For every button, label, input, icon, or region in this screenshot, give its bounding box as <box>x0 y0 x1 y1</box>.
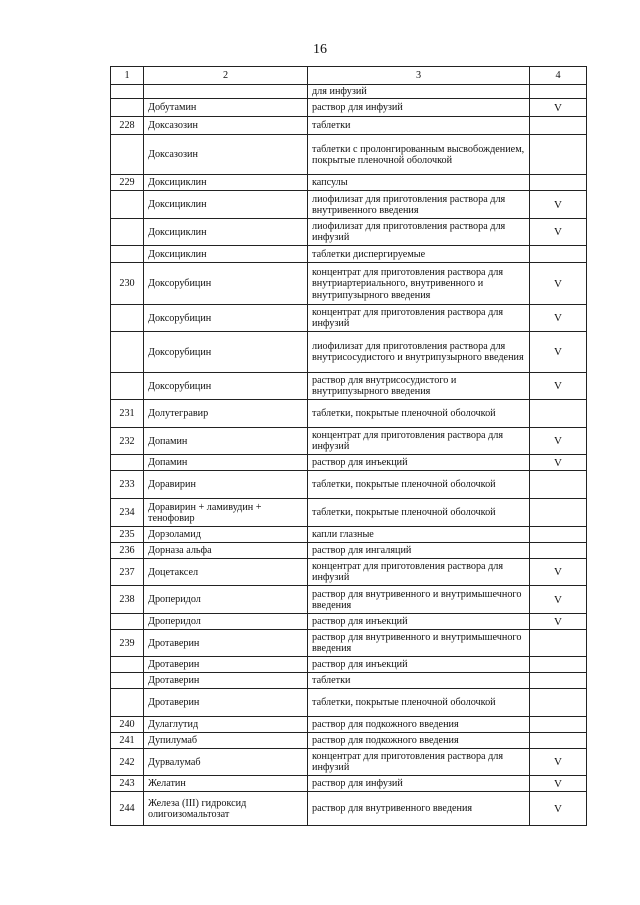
dosage-form-cell: раствор для инъекций <box>308 657 530 673</box>
column-header: 2 <box>144 67 308 85</box>
row-number-cell <box>111 135 144 175</box>
mark-cell <box>530 717 587 733</box>
table-row <box>111 749 587 776</box>
dosage-form-cell: раствор для ингаляций <box>308 543 530 559</box>
dosage-form-cell: таблетки <box>308 117 530 135</box>
row-number-cell <box>111 305 144 332</box>
table-row <box>111 657 587 673</box>
mark-cell: V <box>530 99 587 117</box>
table-row <box>111 559 587 586</box>
row-number-cell <box>111 99 144 117</box>
row-number-cell: 229 <box>111 175 144 191</box>
table-row <box>111 332 587 373</box>
drug-name-cell: Добутамин <box>144 99 308 117</box>
row-number-cell <box>111 373 144 400</box>
drug-name-cell: Железа (III) гидроксид олигоизомальтозат <box>144 792 308 826</box>
row-number-cell: 233 <box>111 471 144 499</box>
dosage-form-cell: раствор для внутривенного введения <box>308 792 530 826</box>
drug-name-cell: Доцетаксел <box>144 559 308 586</box>
mark-cell: V <box>530 455 587 471</box>
drug-name-cell: Доксорубицин <box>144 332 308 373</box>
page-number: 16 <box>313 42 327 57</box>
mark-cell: V <box>530 219 587 246</box>
column-header: 4 <box>530 67 587 85</box>
row-number-cell: 241 <box>111 733 144 749</box>
drug-name-cell: Дорзоламид <box>144 527 308 543</box>
table-row <box>111 792 587 826</box>
row-number-cell: 243 <box>111 776 144 792</box>
drug-name-cell: Дурвалумаб <box>144 749 308 776</box>
dosage-form-cell: раствор для внутривенного и внутримышечного введения <box>308 586 530 614</box>
table-row <box>111 527 587 543</box>
dosage-form-cell: лиофилизат для приготовления раствора для внутривенного введения <box>308 191 530 219</box>
row-number-cell <box>111 614 144 630</box>
drug-table <box>110 66 587 826</box>
row-number-cell: 230 <box>111 263 144 305</box>
mark-cell: V <box>530 191 587 219</box>
dosage-form-cell: таблетки, покрытые пленочной оболочкой <box>308 689 530 717</box>
table-header-row <box>111 67 587 85</box>
row-number-cell <box>111 673 144 689</box>
drug-name-cell: Доравирин + ламивудин + тенофовир <box>144 499 308 527</box>
drug-name-cell: Доравирин <box>144 471 308 499</box>
mark-cell <box>530 543 587 559</box>
table-row <box>111 305 587 332</box>
table-row <box>111 776 587 792</box>
dosage-form-cell: раствор для внутривенного и внутримышечного введения <box>308 630 530 657</box>
table-row <box>111 614 587 630</box>
drug-name-cell: Доксорубицин <box>144 263 308 305</box>
drug-name-cell: Доксициклин <box>144 191 308 219</box>
row-number-cell: 234 <box>111 499 144 527</box>
row-number-cell <box>111 657 144 673</box>
dosage-form-cell: таблетки, покрытые пленочной оболочкой <box>308 499 530 527</box>
table-row <box>111 733 587 749</box>
dosage-form-cell: раствор для инфузий <box>308 99 530 117</box>
table-row <box>111 117 587 135</box>
table-row <box>111 400 587 428</box>
row-number-cell <box>111 689 144 717</box>
row-number-cell: 228 <box>111 117 144 135</box>
drug-name-cell: Долутегравир <box>144 400 308 428</box>
drug-name-cell: Доксициклин <box>144 246 308 263</box>
row-number-cell <box>111 85 144 99</box>
table-row <box>111 689 587 717</box>
mark-cell <box>530 85 587 99</box>
row-number-cell <box>111 455 144 471</box>
row-number-cell: 238 <box>111 586 144 614</box>
table-row <box>111 717 587 733</box>
row-number-cell: 240 <box>111 717 144 733</box>
mark-cell: V <box>530 586 587 614</box>
mark-cell <box>530 246 587 263</box>
table-row <box>111 99 587 117</box>
drug-name-cell: Доксорубицин <box>144 373 308 400</box>
table-row <box>111 246 587 263</box>
mark-cell <box>530 471 587 499</box>
mark-cell <box>530 117 587 135</box>
mark-cell <box>530 657 587 673</box>
row-number-cell: 244 <box>111 792 144 826</box>
mark-cell: V <box>530 792 587 826</box>
mark-cell: V <box>530 614 587 630</box>
drug-name-cell: Доксициклин <box>144 175 308 191</box>
mark-cell: V <box>530 428 587 455</box>
drug-name-cell: Доксазозин <box>144 135 308 175</box>
mark-cell <box>530 135 587 175</box>
dosage-form-cell: капли глазные <box>308 527 530 543</box>
drug-name-cell: Доксициклин <box>144 219 308 246</box>
dosage-form-cell: раствор для инъекций <box>308 614 530 630</box>
dosage-form-cell: концентрат для приготовления раствора для инфузий <box>308 749 530 776</box>
dosage-form-cell: концентрат для приготовления раствора для инфузий <box>308 428 530 455</box>
mark-cell <box>530 499 587 527</box>
row-number-cell <box>111 332 144 373</box>
dosage-form-cell: лиофилизат для приготовления раствора для внутрисосудистого и внутрипузырного введения <box>308 332 530 373</box>
table-row <box>111 630 587 657</box>
drug-name-cell: Дротаверин <box>144 673 308 689</box>
mark-cell: V <box>530 373 587 400</box>
mark-cell <box>530 400 587 428</box>
table-row <box>111 428 587 455</box>
dosage-form-cell: раствор для подкожного введения <box>308 733 530 749</box>
drug-name-cell: Дупилумаб <box>144 733 308 749</box>
dosage-form-cell: концентрат для приготовления раствора для инфузий <box>308 305 530 332</box>
drug-name-cell: Допамин <box>144 428 308 455</box>
table-row <box>111 586 587 614</box>
dosage-form-cell: таблетки диспергируемые <box>308 246 530 263</box>
row-number-cell: 235 <box>111 527 144 543</box>
drug-table-body <box>111 67 587 826</box>
dosage-form-cell: таблетки с пролонгированным высвобождением, покрытые пленочной оболочкой <box>308 135 530 175</box>
row-number-cell: 242 <box>111 749 144 776</box>
row-number-cell: 239 <box>111 630 144 657</box>
mark-cell <box>530 175 587 191</box>
mark-cell <box>530 689 587 717</box>
mark-cell: V <box>530 332 587 373</box>
drug-name-cell: Дротаверин <box>144 657 308 673</box>
dosage-form-cell: таблетки, покрытые пленочной оболочкой <box>308 400 530 428</box>
table-row <box>111 373 587 400</box>
row-number-cell: 236 <box>111 543 144 559</box>
mark-cell <box>530 630 587 657</box>
dosage-form-cell: раствор для инъекций <box>308 455 530 471</box>
table-row <box>111 135 587 175</box>
row-number-cell <box>111 246 144 263</box>
drug-name-cell: Желатин <box>144 776 308 792</box>
drug-name-cell: Допамин <box>144 455 308 471</box>
row-number-cell: 237 <box>111 559 144 586</box>
dosage-form-cell: раствор для подкожного введения <box>308 717 530 733</box>
column-header: 3 <box>308 67 530 85</box>
table-row <box>111 471 587 499</box>
column-header: 1 <box>111 67 144 85</box>
mark-cell: V <box>530 559 587 586</box>
dosage-form-cell: капсулы <box>308 175 530 191</box>
drug-name-cell: Дроперидол <box>144 614 308 630</box>
dosage-form-cell: раствор для инфузий <box>308 776 530 792</box>
row-number-cell: 232 <box>111 428 144 455</box>
drug-name-cell: Доксорубицин <box>144 305 308 332</box>
dosage-form-cell: для инфузий <box>308 85 530 99</box>
table-row <box>111 263 587 305</box>
row-number-cell <box>111 219 144 246</box>
row-number-cell <box>111 191 144 219</box>
mark-cell: V <box>530 776 587 792</box>
mark-cell <box>530 733 587 749</box>
drug-name-cell: Дротаверин <box>144 630 308 657</box>
drug-name-cell: Дулаглутид <box>144 717 308 733</box>
table-row <box>111 499 587 527</box>
table-row <box>111 543 587 559</box>
drug-name-cell: Дротаверин <box>144 689 308 717</box>
dosage-form-cell: таблетки, покрытые пленочной оболочкой <box>308 471 530 499</box>
dosage-form-cell: раствор для внутрисосудистого и внутрипузырного введения <box>308 373 530 400</box>
table-row <box>111 455 587 471</box>
mark-cell: V <box>530 305 587 332</box>
dosage-form-cell: концентрат для приготовления раствора для инфузий <box>308 559 530 586</box>
drug-name-cell <box>144 85 308 99</box>
mark-cell: V <box>530 749 587 776</box>
table-row <box>111 673 587 689</box>
drug-name-cell: Дорназа альфа <box>144 543 308 559</box>
dosage-form-cell: концентрат для приготовления раствора для внутриартериального, внутривенного и внутрипузырного введения <box>308 263 530 305</box>
table-row <box>111 85 587 99</box>
dosage-form-cell: лиофилизат для приготовления раствора для инфузий <box>308 219 530 246</box>
mark-cell <box>530 673 587 689</box>
row-number-cell: 231 <box>111 400 144 428</box>
table-row <box>111 175 587 191</box>
drug-name-cell: Доксазозин <box>144 117 308 135</box>
dosage-form-cell: таблетки <box>308 673 530 689</box>
mark-cell: V <box>530 263 587 305</box>
mark-cell <box>530 527 587 543</box>
drug-name-cell: Дроперидол <box>144 586 308 614</box>
table-row <box>111 191 587 219</box>
table-row <box>111 219 587 246</box>
